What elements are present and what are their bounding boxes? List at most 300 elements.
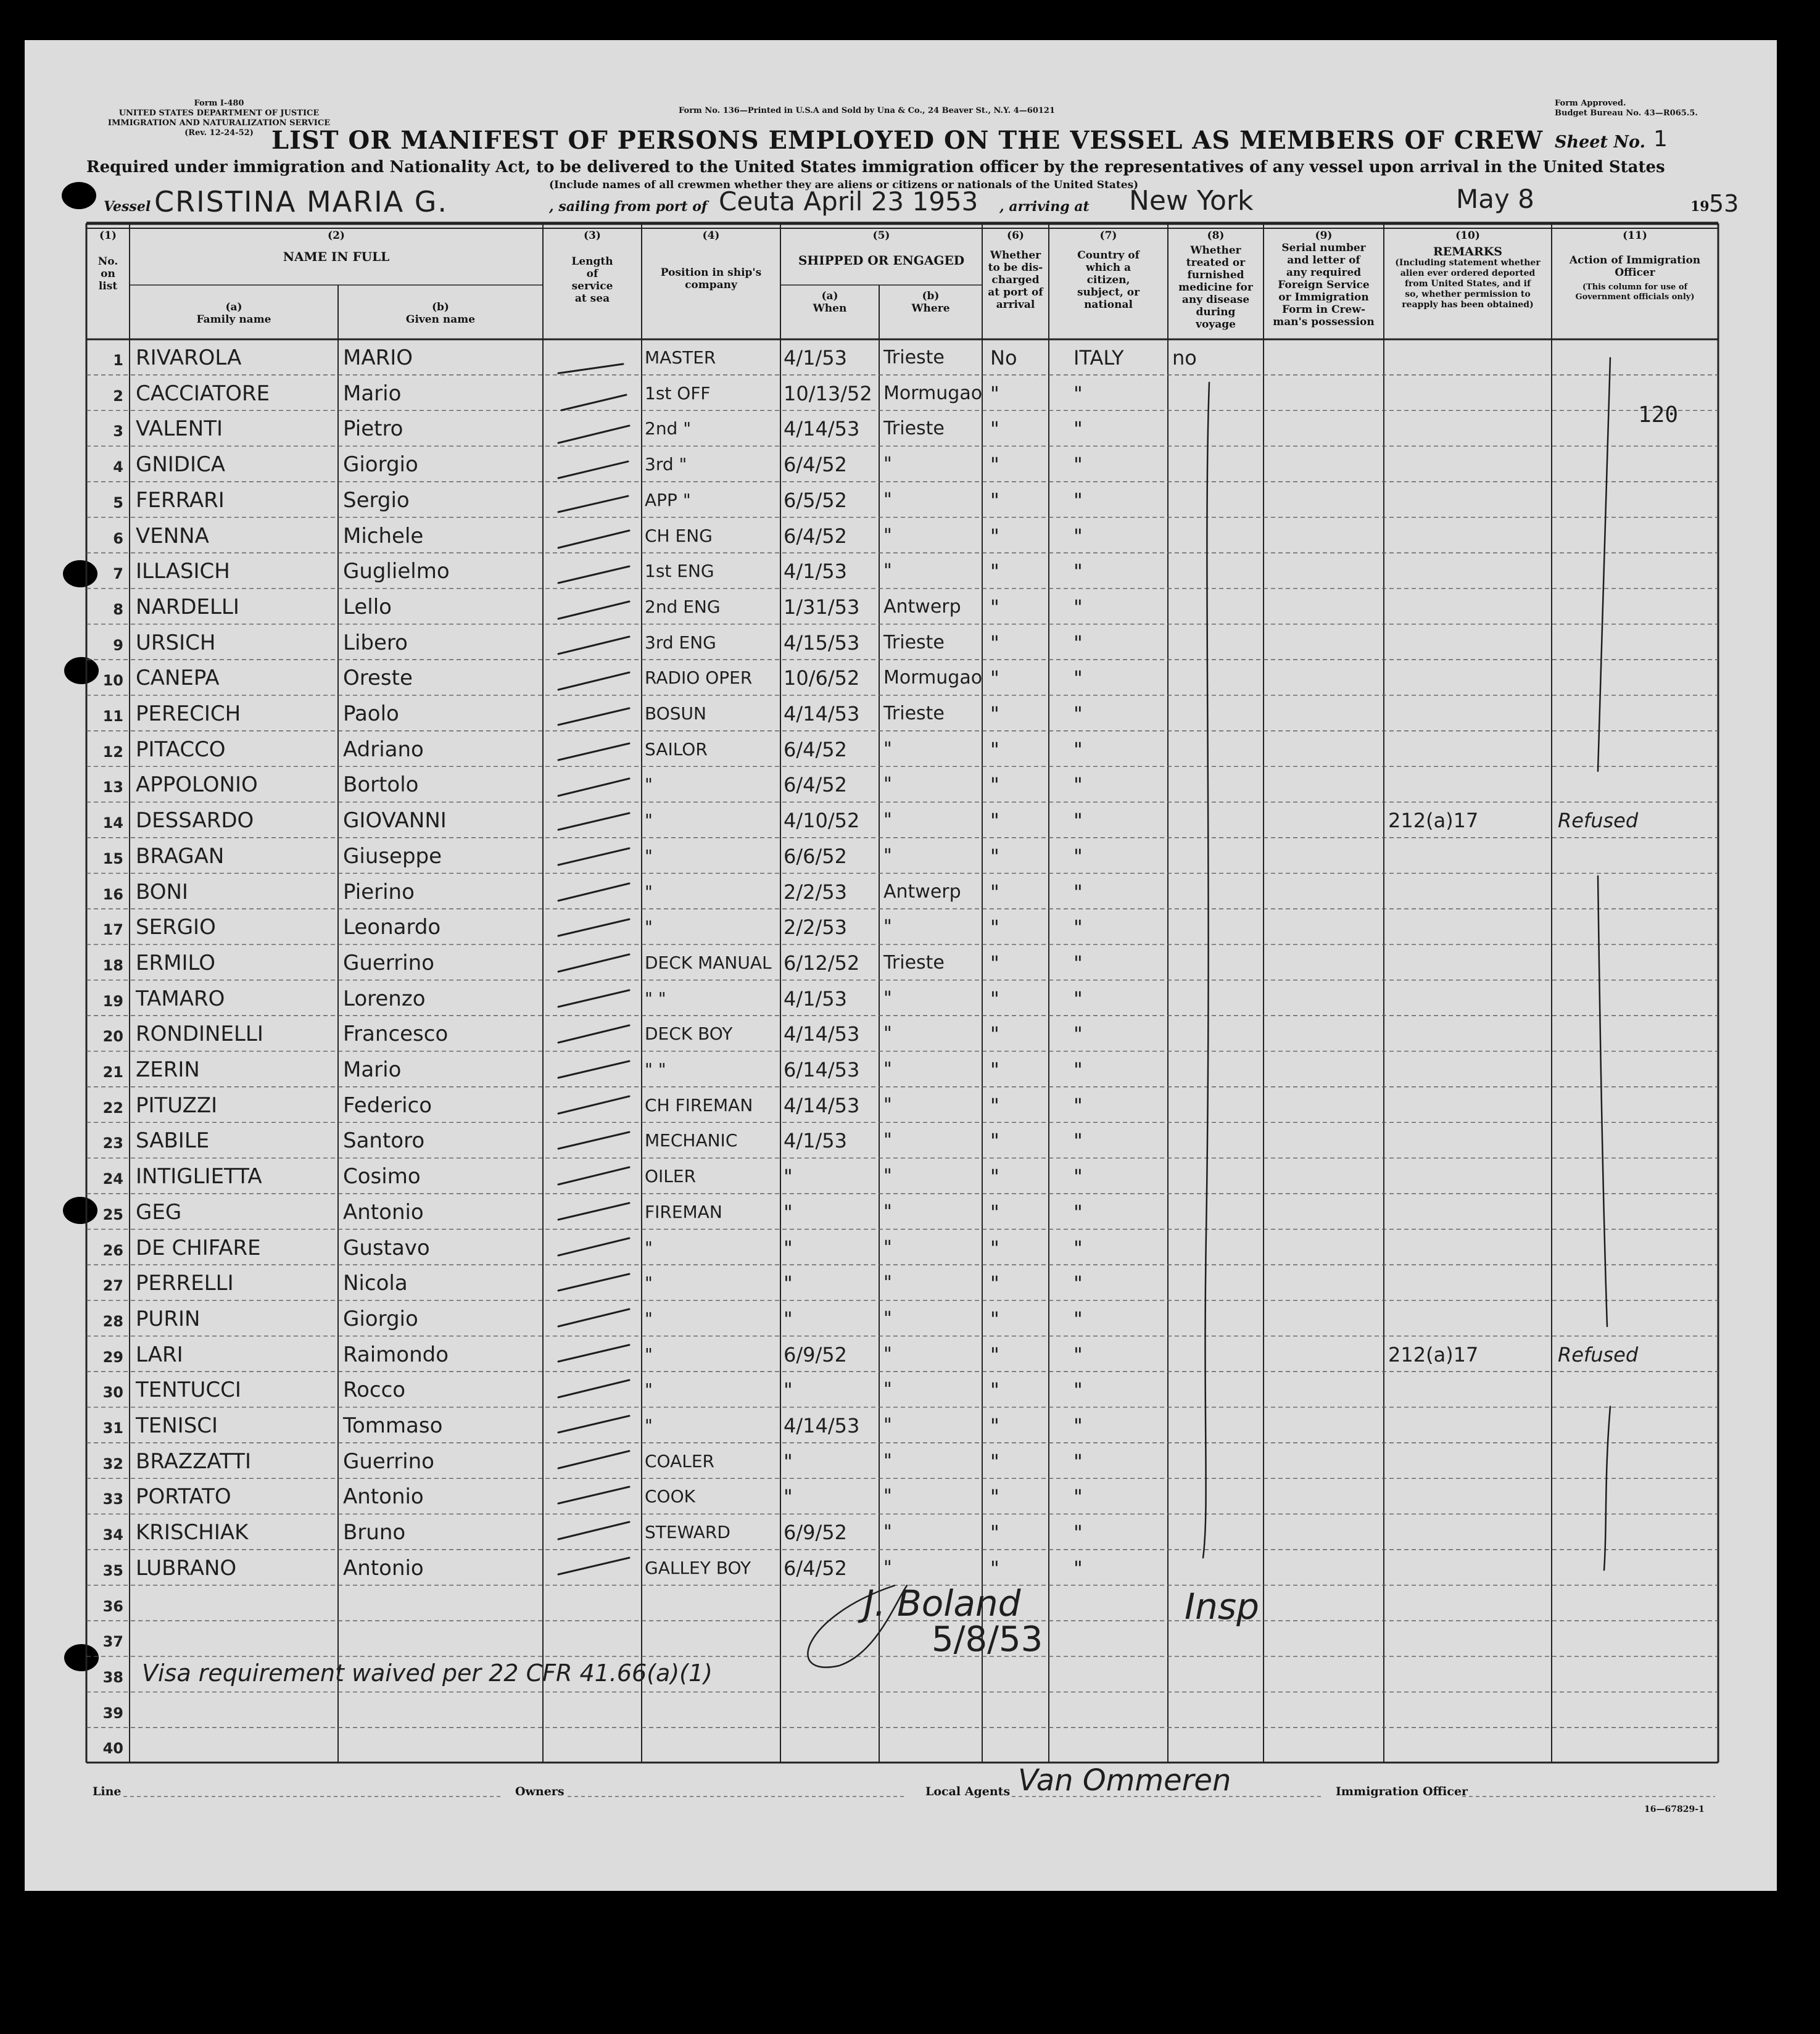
cell-position: CH ENG — [645, 525, 713, 546]
cell-discharged: " — [990, 381, 999, 405]
cell-when: 10/6/52 — [784, 666, 860, 690]
cell-when: 4/1/53 — [784, 986, 847, 1011]
sheet-number-label: Sheet No. — [1555, 133, 1645, 152]
cell-when: 6/9/52 — [784, 1521, 847, 1545]
cell-position: " — [645, 774, 653, 795]
cell-position: CH FIREMAN — [645, 1094, 753, 1115]
cell-country: " — [1073, 488, 1083, 512]
row-number: 11 — [102, 708, 123, 725]
cell-where: Antwerp — [883, 880, 961, 903]
cell-position: 3rd " — [645, 454, 687, 475]
cell-given: Oreste — [343, 666, 413, 691]
cell-family: VALENTI — [136, 416, 223, 442]
cell-country: " — [1073, 916, 1083, 940]
cell-when: 6/5/52 — [784, 488, 847, 512]
arrival-date-value: May 8 — [1456, 184, 1534, 214]
cell-given: Raimondo — [343, 1342, 449, 1367]
cell-position: " — [645, 845, 653, 866]
col-10-line-3: from United States, and if — [1404, 279, 1531, 289]
cell-where: Antwerp — [883, 595, 961, 618]
col-5b-title: Where — [911, 302, 950, 315]
cell-country: " — [1073, 1236, 1083, 1260]
row-number: 17 — [102, 921, 123, 939]
document-subtitle: Required under immigration and Nationality Act, to be delivered to the United States immigration officer by the representatives of any vessel upon arrival in the United States — [86, 158, 1665, 176]
include-note: (Include names of all crewmen whether they are aliens or citizens or nationals of the United States) — [549, 179, 1139, 191]
cell-position: " — [645, 1344, 653, 1365]
cell-where: " — [883, 809, 892, 832]
cell-family: TENISCI — [136, 1413, 218, 1438]
cell-position: 3rd ENG — [645, 632, 716, 653]
col-7-line-1: Country of — [1077, 249, 1140, 262]
cell-country: " — [1073, 737, 1083, 761]
cell-family: ILLASICH — [136, 559, 230, 584]
cell-given: Paolo — [343, 701, 399, 726]
footer-owners-label: Owners — [515, 1785, 565, 1798]
col-11-number: (11) — [1623, 229, 1647, 242]
cell-where: " — [883, 1236, 892, 1259]
cell-discharged: " — [990, 1378, 999, 1402]
cell-family: PORTATO — [136, 1484, 231, 1510]
col-10-line-1: (Including statement whether — [1395, 258, 1541, 268]
col-9-number: (9) — [1315, 229, 1333, 242]
col-8-line-2: treated or — [1186, 257, 1246, 269]
cell-where: " — [883, 1165, 892, 1188]
cell-where: " — [883, 1023, 892, 1045]
cell-given: Pierino — [343, 879, 415, 904]
col-9-line-7: man's possession — [1273, 316, 1375, 328]
cell-discharged: " — [990, 666, 999, 690]
col-5a-header — [780, 290, 879, 315]
col-6-number: (6) — [1007, 229, 1024, 242]
cell-position: DECK BOY — [645, 1023, 733, 1044]
cell-when: 6/4/52 — [784, 1556, 847, 1580]
cell-country: " — [1073, 951, 1083, 975]
form-code: 16—67829-1 — [1644, 1805, 1705, 1814]
cell-where: " — [883, 1557, 892, 1579]
row-number: 20 — [102, 1028, 123, 1046]
inspector-initials: Insp — [1185, 1585, 1259, 1627]
cell-position: " — [645, 881, 653, 902]
cell-position: 1st ENG — [645, 561, 714, 582]
cell-family: URSICH — [136, 630, 216, 655]
cell-where: " — [883, 560, 892, 582]
cell-where: " — [883, 1415, 892, 1436]
cell-where: Trieste — [883, 347, 945, 368]
cell-given: Rocco — [343, 1378, 406, 1403]
agency-name: UNITED STATES DEPARTMENT OF JUSTICE — [118, 109, 320, 118]
col-6-line-1: Whether — [990, 249, 1041, 262]
cell-when: 4/10/52 — [784, 809, 860, 833]
cell-when: " — [784, 1200, 793, 1224]
cell-where: " — [883, 774, 892, 796]
cell-position: " " — [645, 1059, 666, 1080]
col-10-number: (10) — [1455, 229, 1480, 242]
col-2b-letter: (b) — [432, 301, 449, 313]
vessel-value: CRISTINA MARIA G. — [154, 185, 449, 218]
col-7-number: (7) — [1099, 229, 1117, 242]
row-number: 27 — [102, 1277, 123, 1295]
col-8-line-3: furnished — [1187, 269, 1244, 281]
col-8-line-7: voyage — [1196, 318, 1236, 331]
cell-family: CACCIATORE — [136, 381, 270, 406]
row-number: 40 — [102, 1740, 123, 1758]
cell-discharged: " — [990, 560, 999, 584]
row-number: 35 — [102, 1561, 123, 1579]
cell-position: STEWARD — [645, 1522, 730, 1543]
cell-when: 6/9/52 — [784, 1342, 847, 1366]
cell-given: Lello — [343, 594, 392, 619]
cell-remarks: 212(a)17 — [1388, 1342, 1479, 1366]
cell-discharged: " — [990, 417, 999, 441]
cell-given: Sergio — [343, 487, 410, 513]
col-5-title: SHIPPED OR ENGAGED — [798, 253, 965, 268]
row-number: 29 — [102, 1348, 123, 1366]
row-number: 15 — [102, 850, 123, 867]
cell-country: " — [1073, 1093, 1083, 1117]
cell-country: " — [1073, 1556, 1083, 1580]
form-approved: Form Approved. — [1555, 99, 1626, 108]
cell-given: Nicola — [343, 1271, 408, 1296]
arriving-label: , arriving at — [999, 199, 1090, 215]
service-name: IMMIGRATION AND NATURALIZATION SERVICE — [107, 118, 331, 128]
cell-where: Trieste — [883, 703, 945, 724]
cell-family: INTIGLIETTA — [136, 1164, 262, 1189]
cell-family: DE CHIFARE — [136, 1235, 261, 1260]
inspector-signature: J. Boland — [864, 1582, 1021, 1624]
cell-country: " — [1073, 1414, 1083, 1437]
cell-discharged: " — [990, 773, 999, 797]
col-8-header — [1168, 229, 1264, 331]
sailing-value: Ceuta April 23 1953 — [719, 186, 978, 217]
cell-when: 4/14/53 — [784, 417, 860, 441]
cell-country: " — [1073, 1165, 1083, 1189]
cell-family: PURIN — [136, 1306, 201, 1331]
cell-position: MECHANIC — [645, 1130, 738, 1151]
cell-remarks: 212(a)17 — [1388, 809, 1479, 833]
cell-when: 6/4/52 — [784, 524, 847, 548]
cell-country: " — [1073, 773, 1083, 797]
cell-given: Giorgio — [343, 1306, 418, 1331]
col-9-line-2: and letter of — [1287, 254, 1360, 267]
cell-position: " — [645, 1237, 653, 1258]
col-2b-header — [338, 301, 543, 326]
col-1-line-1: No. — [97, 255, 118, 268]
cell-country: " — [1073, 1129, 1083, 1153]
col-2a-header — [130, 301, 338, 326]
cell-family: PITUZZI — [136, 1093, 218, 1118]
cell-position: APP " — [645, 489, 691, 510]
cell-position: 1st OFF — [645, 382, 711, 403]
cell-family: VENNA — [136, 523, 209, 548]
cell-family: ERMILO — [136, 950, 215, 975]
row-number: 9 — [113, 636, 123, 654]
col-2-header — [130, 229, 543, 263]
row-number: 37 — [102, 1633, 123, 1651]
cell-position: SAILOR — [645, 738, 708, 759]
cell-discharged: " — [990, 1058, 999, 1081]
cell-family: BRAGAN — [136, 843, 225, 869]
cell-family: CANEPA — [136, 666, 220, 691]
cell-position: " — [645, 1415, 653, 1436]
cell-given: Antonio — [343, 1484, 424, 1510]
col-5-header — [780, 229, 982, 267]
cell-family: LUBRANO — [136, 1555, 237, 1581]
cell-given: Cosimo — [343, 1164, 421, 1189]
cell-country: " — [1073, 560, 1083, 584]
cell-family: NARDELLI — [136, 594, 239, 619]
cell-family: BRAZZATTI — [136, 1449, 251, 1474]
cell-where: " — [883, 1450, 892, 1472]
cell-position: GALLEY BOY — [645, 1557, 751, 1578]
col-10-line-2: alien ever ordered deported — [1400, 268, 1536, 278]
cell-given: Tommaso — [343, 1413, 443, 1438]
cell-position: " — [645, 810, 653, 831]
cell-position: RADIO OPER — [645, 668, 753, 688]
cell-when: " — [784, 1485, 793, 1509]
row-number: 39 — [102, 1704, 123, 1722]
cell-discharged: " — [990, 809, 999, 833]
footer-agents-label: Local Agents — [925, 1785, 1011, 1798]
cell-discharged: " — [990, 1556, 999, 1580]
row-number: 21 — [102, 1064, 123, 1081]
arriving-value: New York — [1129, 185, 1254, 217]
cell-country: " — [1073, 453, 1083, 477]
cell-discharged: " — [990, 1236, 999, 1260]
col-5a-title: When — [813, 302, 847, 315]
cell-position: " — [645, 1308, 653, 1329]
form-number: Form I-480 — [194, 99, 244, 108]
row-number: 30 — [102, 1384, 123, 1402]
cell-position: FIREMAN — [645, 1201, 722, 1222]
col-7-line-3: citizen, — [1086, 274, 1130, 286]
budget-bureau: Budget Bureau No. 43—R065.5. — [1555, 109, 1698, 118]
cell-position: 2nd " — [645, 418, 692, 439]
cell-given: Bruno — [343, 1520, 406, 1545]
cell-country: " — [1073, 1200, 1083, 1224]
cell-discharged: " — [990, 1521, 999, 1545]
cell-when: 6/12/52 — [784, 951, 860, 975]
cell-when: " — [784, 1449, 793, 1473]
cell-country: " — [1073, 1058, 1083, 1081]
cell-where: " — [883, 738, 892, 760]
cell-when: 6/14/53 — [784, 1058, 860, 1081]
cell-country: ITALY — [1073, 346, 1124, 370]
col-2-number: (2) — [328, 229, 345, 242]
col-10-title: REMARKS — [1433, 245, 1503, 258]
stamp-number: 120 — [1638, 402, 1679, 428]
row-number: 25 — [102, 1205, 123, 1223]
cell-given: Santoro — [343, 1128, 425, 1154]
year-value: 53 — [1709, 190, 1739, 217]
cell-where: " — [883, 1059, 892, 1080]
col-4-line-2: company — [685, 279, 737, 291]
cell-when: 4/1/53 — [784, 346, 847, 370]
cell-position: " — [645, 1273, 653, 1294]
cell-discharged: " — [990, 630, 999, 655]
col-2-title: NAME IN FULL — [283, 249, 390, 264]
cell-given: MARIO — [343, 345, 413, 370]
col-6-line-4: at port of — [988, 286, 1043, 299]
row-number: 28 — [102, 1312, 123, 1330]
col-2a-title: Family name — [196, 313, 271, 326]
cell-position: " — [645, 1379, 653, 1400]
cell-country: " — [1073, 844, 1083, 868]
cell-position: COOK — [645, 1486, 695, 1507]
footer-line-label: Line — [93, 1785, 122, 1798]
cell-where: " — [883, 1343, 892, 1365]
cell-family: ZERIN — [136, 1057, 200, 1082]
cell-where: Mormugao — [883, 382, 983, 404]
row-number: 19 — [102, 992, 123, 1010]
cell-country: " — [1073, 381, 1083, 405]
cell-family: TENTUCCI — [136, 1378, 241, 1403]
cell-position: OILER — [645, 1166, 697, 1187]
cell-discharged: " — [990, 1129, 999, 1153]
col-8-line-6: during — [1196, 306, 1236, 318]
row-number: 7 — [113, 565, 123, 583]
cell-discharged: " — [990, 1414, 999, 1437]
row-number: 33 — [102, 1490, 123, 1508]
cell-family: GEG — [136, 1199, 182, 1225]
cell-country: " — [1073, 595, 1083, 619]
cell-family: FERRARI — [136, 487, 225, 513]
cell-discharged: " — [990, 1022, 999, 1046]
cell-when: 6/4/52 — [784, 453, 847, 477]
col-1-header — [86, 229, 130, 292]
cell-discharged: " — [990, 488, 999, 512]
row-number: 22 — [102, 1099, 123, 1117]
col-11-line-4: Government officials only) — [1575, 292, 1695, 302]
vessel-label: Vessel — [104, 199, 151, 215]
cell-family: APPOLONIO — [136, 772, 258, 798]
cell-when: " — [784, 1307, 793, 1331]
printer-line: Form No. 136—Printed in U.S.A and Sold by Una & Co., 24 Beaver St., N.Y. 4—60121 — [679, 106, 1056, 115]
cell-country: " — [1073, 417, 1083, 441]
cell-given: Mario — [343, 1057, 402, 1082]
sailing-label: , sailing from port of — [549, 199, 708, 215]
col-11-line-2: Officer — [1615, 267, 1655, 279]
col-9-line-3: any required — [1286, 267, 1362, 279]
cell-given: Giuseppe — [343, 843, 442, 869]
col-6-line-2: to be dis- — [988, 262, 1043, 274]
cell-position: DECK MANUAL — [645, 952, 772, 973]
cell-where: " — [883, 1379, 892, 1401]
cell-when: 6/4/52 — [784, 737, 847, 761]
cell-position: " " — [645, 988, 666, 1009]
cell-country: " — [1073, 702, 1083, 726]
col-10-header — [1384, 229, 1552, 310]
cell-country: " — [1073, 986, 1083, 1011]
row-number: 36 — [102, 1597, 123, 1615]
row-number: 26 — [102, 1241, 123, 1259]
cell-when: 6/6/52 — [784, 844, 847, 868]
row-number: 1 — [113, 352, 123, 369]
row-number: 16 — [102, 885, 123, 903]
cell-discharged: " — [990, 986, 999, 1011]
cell-discharged: " — [990, 1307, 999, 1331]
row-number: 8 — [113, 600, 123, 618]
cell-country: " — [1073, 1378, 1083, 1402]
cell-given: Lorenzo — [343, 986, 426, 1011]
cell-where: Trieste — [883, 418, 945, 440]
cell-when: " — [784, 1378, 793, 1402]
row-number: 34 — [102, 1526, 123, 1544]
row-number: 5 — [113, 494, 123, 511]
col-5-number: (5) — [872, 229, 890, 242]
cell-family: TAMARO — [136, 986, 225, 1011]
cell-given: Guerrino — [343, 950, 434, 975]
cell-where: Trieste — [883, 631, 945, 653]
cell-where: " — [883, 1486, 892, 1508]
cell-country: " — [1073, 630, 1083, 655]
cell-family: PITACCO — [136, 737, 226, 762]
cell-country: " — [1073, 524, 1083, 548]
col-3-header — [543, 229, 642, 305]
row-number: 13 — [102, 779, 123, 796]
cell-when: 4/15/53 — [784, 630, 860, 655]
cell-discharged: " — [990, 1200, 999, 1224]
cell-where: " — [883, 916, 892, 938]
cell-country: " — [1073, 1485, 1083, 1509]
col-11-line-1: Action of Immigration — [1569, 254, 1701, 267]
cell-given: Adriano — [343, 737, 424, 762]
cell-when: 4/14/53 — [784, 1414, 860, 1437]
row-number: 3 — [113, 423, 123, 440]
col-10-line-4: so, whether permission to — [1405, 289, 1531, 299]
cell-given: Antonio — [343, 1555, 424, 1581]
cell-position: COALER — [645, 1450, 714, 1471]
cell-family: SABILE — [136, 1128, 210, 1154]
cell-where: " — [883, 1307, 892, 1329]
cell-when: 6/4/52 — [784, 773, 847, 797]
col-3-line-4: at sea — [574, 292, 610, 305]
cell-given: Mario — [343, 381, 402, 406]
cell-position: 2nd ENG — [645, 596, 721, 617]
col-7-header — [1049, 229, 1168, 311]
cell-action: Refused — [1558, 809, 1639, 833]
row-number: 6 — [113, 529, 123, 547]
cell-when: 4/14/53 — [784, 1022, 860, 1046]
footer-agents-signature: Van Ommeren — [1018, 1763, 1231, 1798]
row-number: 23 — [102, 1135, 123, 1152]
cell-discharged: " — [990, 595, 999, 619]
cell-country: " — [1073, 1022, 1083, 1046]
cell-position: BOSUN — [645, 703, 706, 724]
col-1-line-3: list — [98, 280, 118, 292]
col-9-header — [1264, 229, 1384, 328]
col-4-number: (4) — [702, 229, 720, 242]
cell-discharged: " — [990, 702, 999, 726]
cell-country: " — [1073, 1521, 1083, 1545]
cell-when: 4/14/53 — [784, 702, 860, 726]
cell-discharged: " — [990, 524, 999, 548]
cell-discharged: " — [990, 453, 999, 477]
cell-family: RONDINELLI — [136, 1022, 263, 1047]
cell-where: Mormugao — [883, 667, 983, 689]
cell-discharged: No — [990, 346, 1017, 370]
cell-family: SERGIO — [136, 915, 216, 940]
cell-where: " — [883, 1130, 892, 1152]
col-1-number: (1) — [99, 229, 117, 242]
col-5a-letter: (a) — [821, 290, 838, 302]
cell-family: PERECICH — [136, 701, 241, 726]
cell-given: Pietro — [343, 416, 403, 442]
col-6-line-3: charged — [991, 274, 1040, 286]
row-number: 31 — [102, 1420, 123, 1437]
col-9-line-6: Form in Crew- — [1281, 304, 1366, 316]
form-revision: (Rev. 12-24-52) — [184, 128, 254, 138]
row-number: 32 — [102, 1455, 123, 1473]
